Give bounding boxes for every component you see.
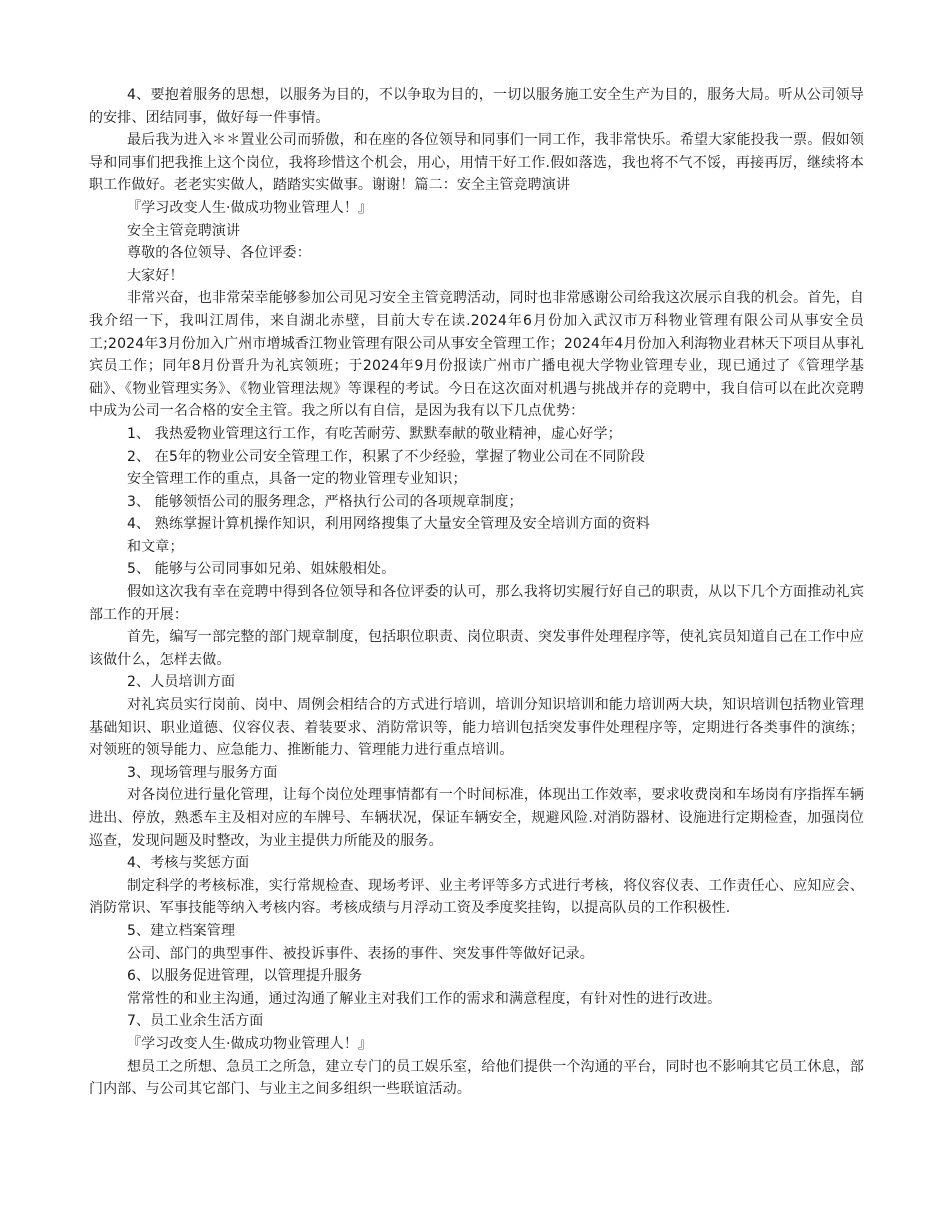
paragraph-line: 公司、部门的典型事件、被投诉事件、表扬的事件、突发事件等做好记录。 (127, 945, 594, 962)
paragraph: 想员工之所想、急员工之所急，建立专门的员工娱乐室，给他们提供一个沟通的平台，同时也不影响其它员工休息，部门内部、与公司其它部门、与业主之间多组织一些联谊活动。 (89, 1058, 864, 1098)
slogan-line: 『学习改变人生·做成功物业管理人！』 (127, 199, 373, 216)
paragraph: 首先，编写一部完整的部门规章制度，包括职位职责、岗位职责、突发事件处理程序等，使礼宾员知道自己在工作中应该做什么，怎样去做。 (89, 629, 864, 668)
paragraph: 制定科学的考核标准，实行常规检查、现场考评、业主考评等多方式进行考核，将仪容仪表、工作责任心、应知应会、消防常识、军事技能等纳入考核内容。考核成绩与月浮动工资及季度奖挂钩，以提高队员的工作积极性. (89, 877, 864, 917)
paragraph: 对各岗位进行量化管理，让每个岗位处理事情都有一个时间标准，体现出工作效率，要求收费岗和车场岗有序指挥车辆进出、停放，熟悉车主及相对应的车牌号、车辆状况，保证车辆安全，规避风险.对消防器材、设施进行定期检查，加强岗位巡查，发现问题及时整改，为业主提供力所能及的服务。 (89, 787, 864, 849)
paragraph: 对礼宾员实行岗前、岗中、周例会相结合的方式进行培训，培训分知识培训和能力培训两大块，知识培训包括物业管理基础知识、职业道德、仪容仪表、着装要求、消防常识等，能力培训包括突发事件处理程序等，定期进行各类事件的演练；对领班的领导能力、应急能力、推断能力、管理能力进行重点培训。 (89, 697, 864, 759)
section-heading: 6、以服务促进管理，以管理提升服务 (127, 968, 363, 985)
section-heading: 4、考核与奖惩方面 (127, 855, 250, 872)
list-item: 2、 在5年的物业公司安全管理工作，积累了不少经验，掌握了物业公司在不同阶段 (127, 448, 645, 465)
paragraph: 假如这次我有幸在竞聘中得到各位领导和各位评委的认可，那么我将切实履行好自己的职责，从以下几个方面推动礼宾部工作的开展： (89, 584, 864, 623)
list-continuation: 安全管理工作的重点，具备一定的物业管理专业知识； (127, 471, 467, 488)
section-heading: 2、人员培训方面 (127, 674, 236, 691)
list-item: 1、 我热爱物业管理这行工作，有吃苦耐劳、默默奉献的敬业精神，虚心好学； (127, 425, 622, 442)
salutation: 尊敬的各位领导、各位评委： (127, 245, 311, 262)
paragraph: 非常兴奋，也非常荣幸能够参加公司见习安全主管竞聘活动，同时也非常感谢公司给我这次展示自我的机会。首先，自我介绍一下，我叫江周伟，来自湖北赤壁，目前大专在读.2024年6月份加入武汉市万科物业管理有限公司从事安全员工;2024年3月份加入广州市增城香江物业管理有限公司从事安全管理工作；2024年4月份加入利海物业君林天下项目从事礼宾员工作；同年8月份晋升为礼宾领班；于2024年9月份报读广州市广播电视大学物业管理专业，现已通过了《管理学基础》、《物业管理实务》、《物业管理法规》等课程的考试。今日在这次面对机遇与挑战并存的竞聘中，我自信可以在此次竞聘中成为公司一名合格的安全主管。我之所以有自信，是因为我有以下几点优势： (89, 290, 864, 420)
document-page (89, 84, 864, 1101)
list-item: 3、 能够领悟公司的服务理念，严格执行公司的各项规章制度； (127, 493, 523, 510)
section-heading: 7、员工业余生活方面 (127, 1013, 264, 1030)
greeting: 大家好！ (127, 267, 184, 284)
section-title: 安全主管竞聘演讲 (127, 222, 241, 239)
paragraph-line: 常常性的和业主沟通，通过沟通了解业主对我们工作的需求和满意程度，有针对性的进行改进。 (127, 990, 722, 1007)
paragraph: 最后我为进入＊＊置业公司而骄傲，和在座的各位领导和同事们一同工作，我非常快乐。希望大家能投我一票。假如领导和同事们把我推上这个岗位，我将珍惜这个机会，用心，用情干好工作.假如落选，我也将不气不馁，再接再厉，继续将本职工作做好。老老实实做人，踏踏实实做事。谢谢！篇二：安全主管竞聘演讲 (89, 132, 864, 194)
list-item: 4、 熟练掌握计算机操作知识，利用网络搜集了大量安全管理及安全培训方面的资料 (127, 516, 651, 533)
slogan-line: 『学习改变人生·做成功物业管理人！』 (127, 1035, 373, 1052)
section-heading: 5、建立档案管理 (127, 922, 236, 939)
list-item: 5、 能够与公司同事如兄弟、姐妹般相处。 (127, 561, 396, 578)
section-heading: 3、现场管理与服务方面 (127, 764, 278, 781)
paragraph: 4、要抱着服务的思想，以服务为目的，不以争取为目的，一切以服务施工安全生产为目的，服务大局。听从公司领导的安排、团结同事，做好每一件事情。 (89, 87, 864, 126)
list-continuation: 和文章； (127, 538, 184, 555)
